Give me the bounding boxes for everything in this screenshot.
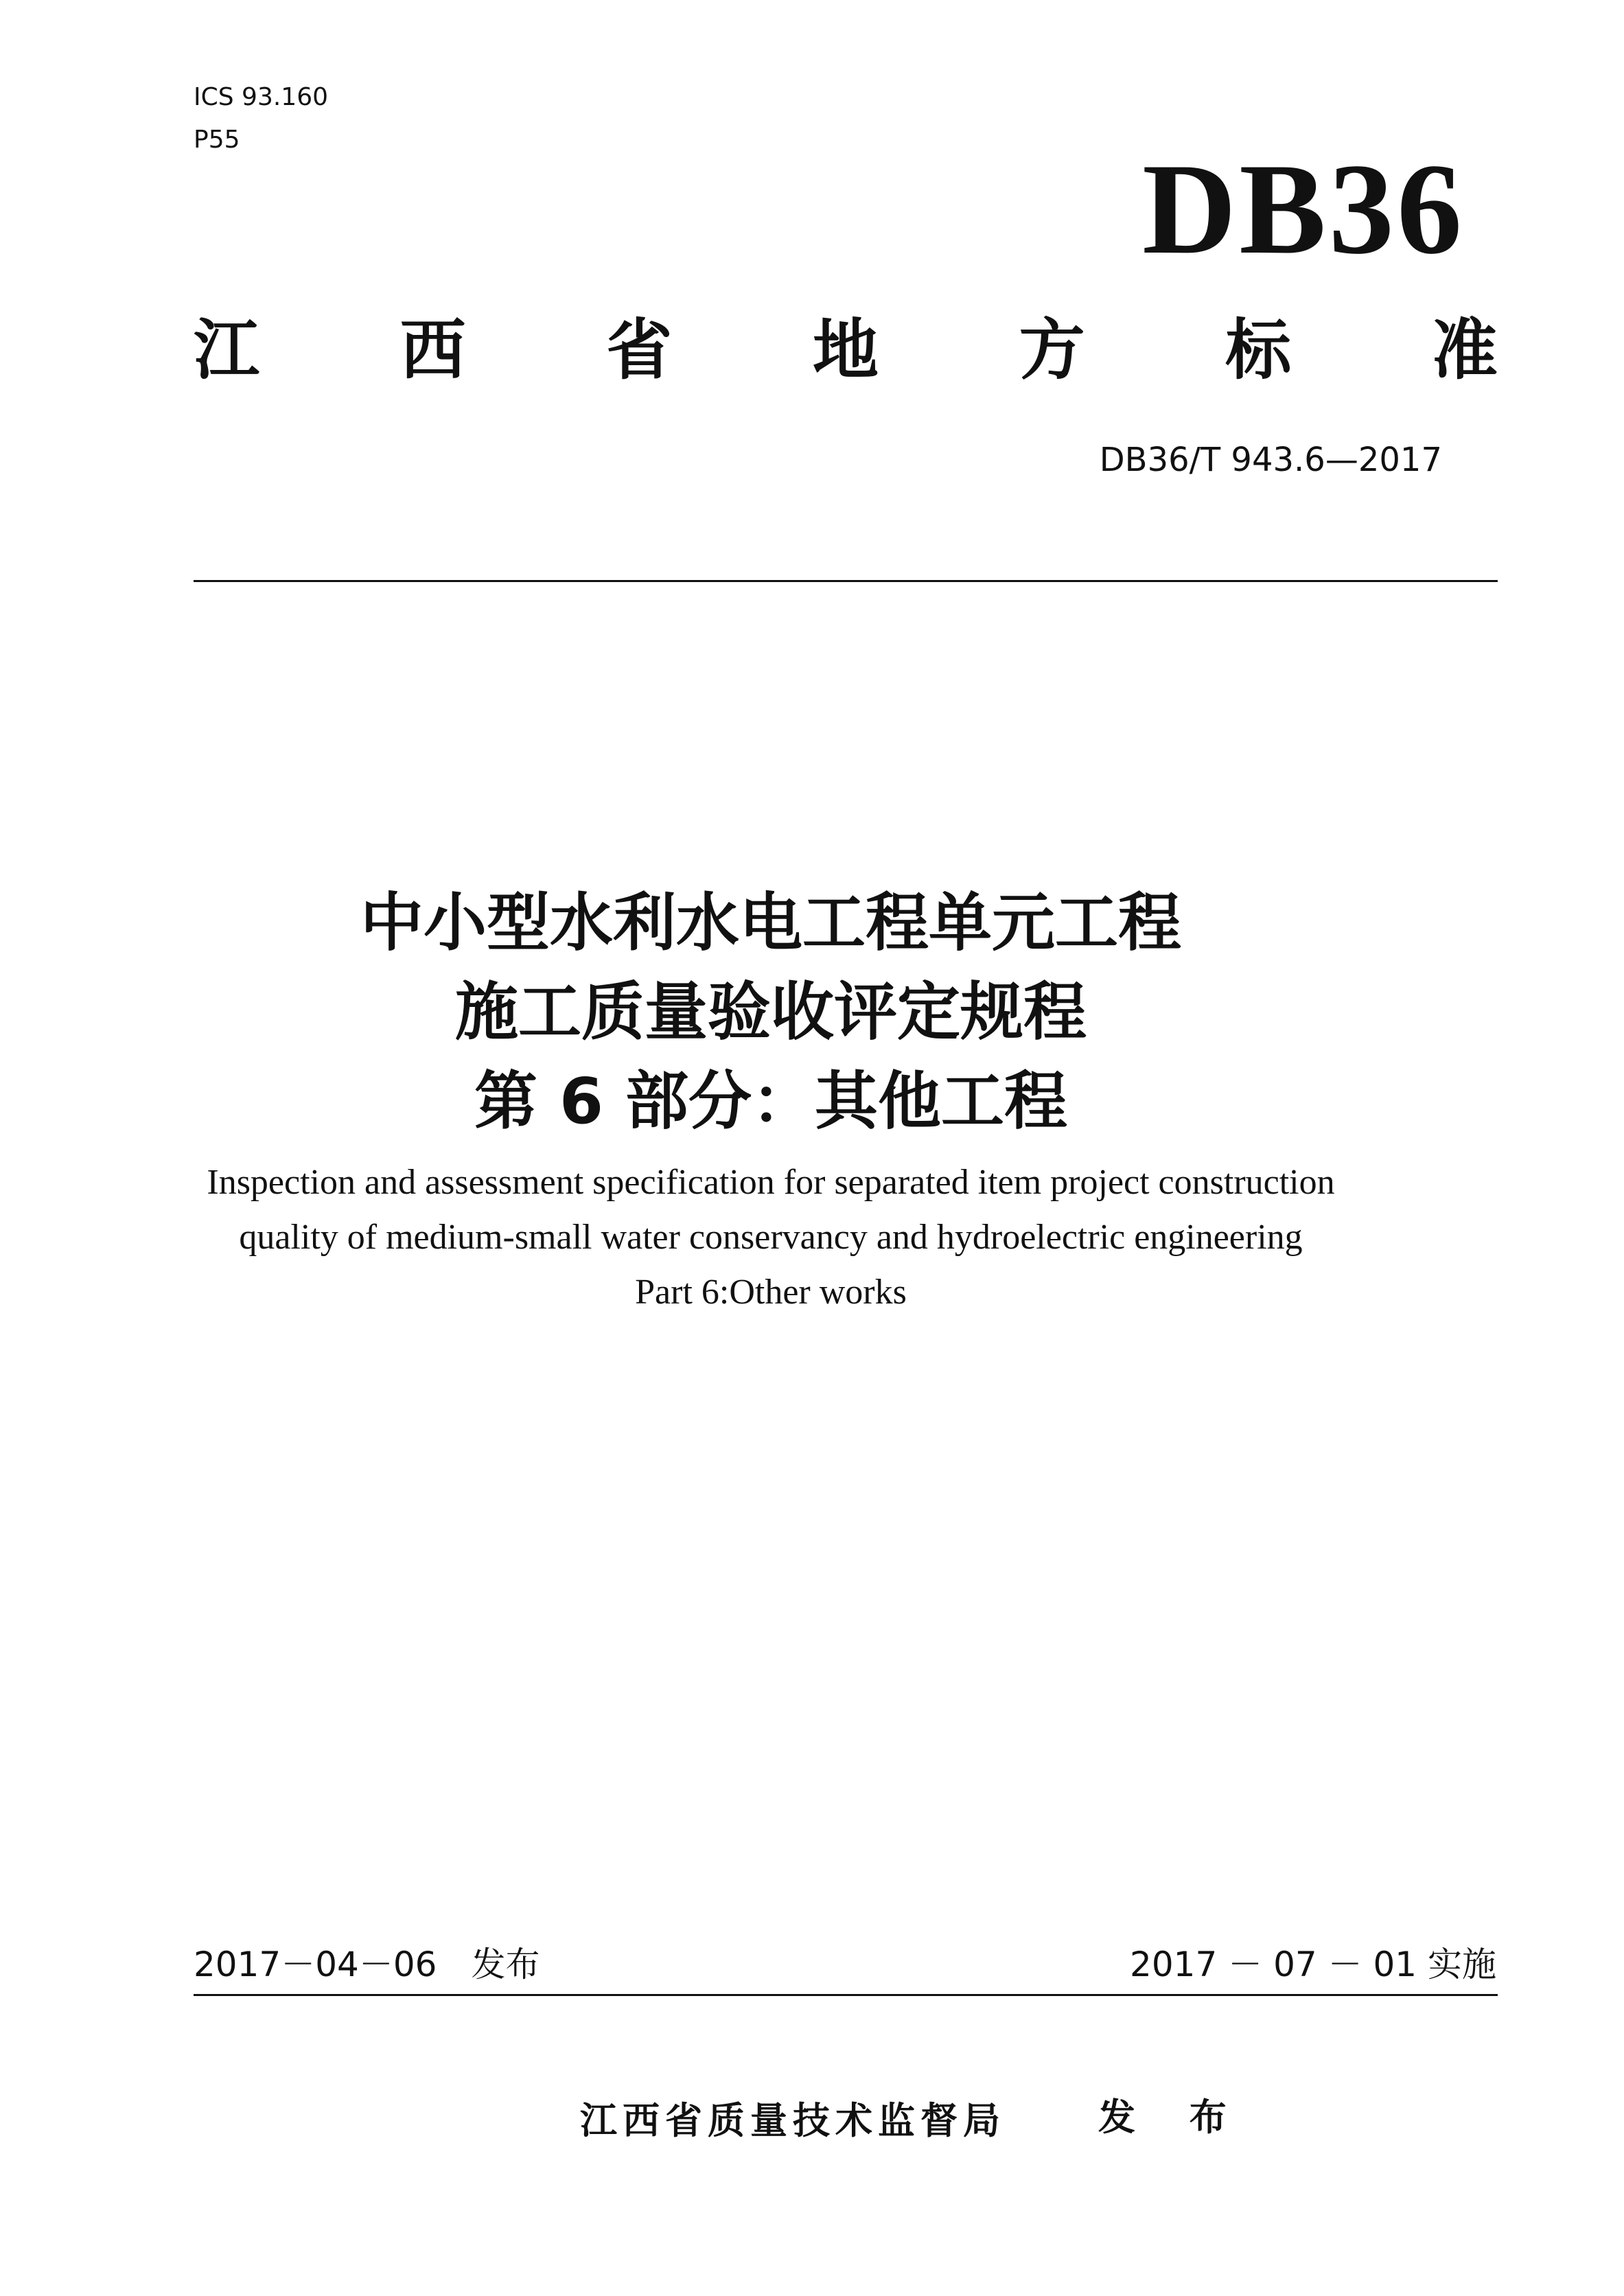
english-title-line-1: Inspection and assessment specification for separated item project construction bbox=[207, 1163, 1335, 1202]
standard-type-title bbox=[194, 309, 1498, 391]
standard-type-char: 省 bbox=[606, 312, 673, 389]
ccs-code: P55 bbox=[194, 126, 240, 154]
standard-type-char: 方 bbox=[1019, 312, 1085, 389]
standard-type-char: 准 bbox=[1431, 312, 1498, 389]
header-divider bbox=[194, 580, 1498, 582]
chinese-title-line-1: 中小型水利水电工程单元工程 bbox=[360, 886, 1181, 960]
footer-divider bbox=[194, 1994, 1498, 1996]
chinese-title-line-3: 第 6 部分：其他工程 bbox=[474, 1065, 1068, 1138]
standard-type-char: 地 bbox=[812, 312, 879, 389]
standard-type-char: 西 bbox=[399, 312, 466, 389]
chinese-title-line-2: 施工质量验收评定规程 bbox=[454, 975, 1087, 1049]
ics-code: ICS 93.160 bbox=[194, 83, 329, 111]
english-title-line-2: quality of medium-small water conservancy and hydroelectric engineering bbox=[239, 1218, 1303, 1257]
issue-label: 发 布 bbox=[1098, 2096, 1247, 2139]
implementation-date: 2017 － 07 － 01 实施 bbox=[1130, 1945, 1496, 1984]
standard-code-logo: DB36 bbox=[1142, 137, 1465, 281]
issuing-authority: 江西省质量技术监督局 bbox=[580, 2099, 1006, 2142]
issue-date: 2017－04－06 发布 bbox=[194, 1945, 540, 1984]
standard-number: DB36/T 943.6—2017 bbox=[1099, 441, 1442, 479]
english-title-line-3: Part 6:Other works bbox=[635, 1273, 907, 1312]
standard-type-char: 标 bbox=[1225, 312, 1292, 389]
standard-type-char: 江 bbox=[194, 312, 259, 389]
